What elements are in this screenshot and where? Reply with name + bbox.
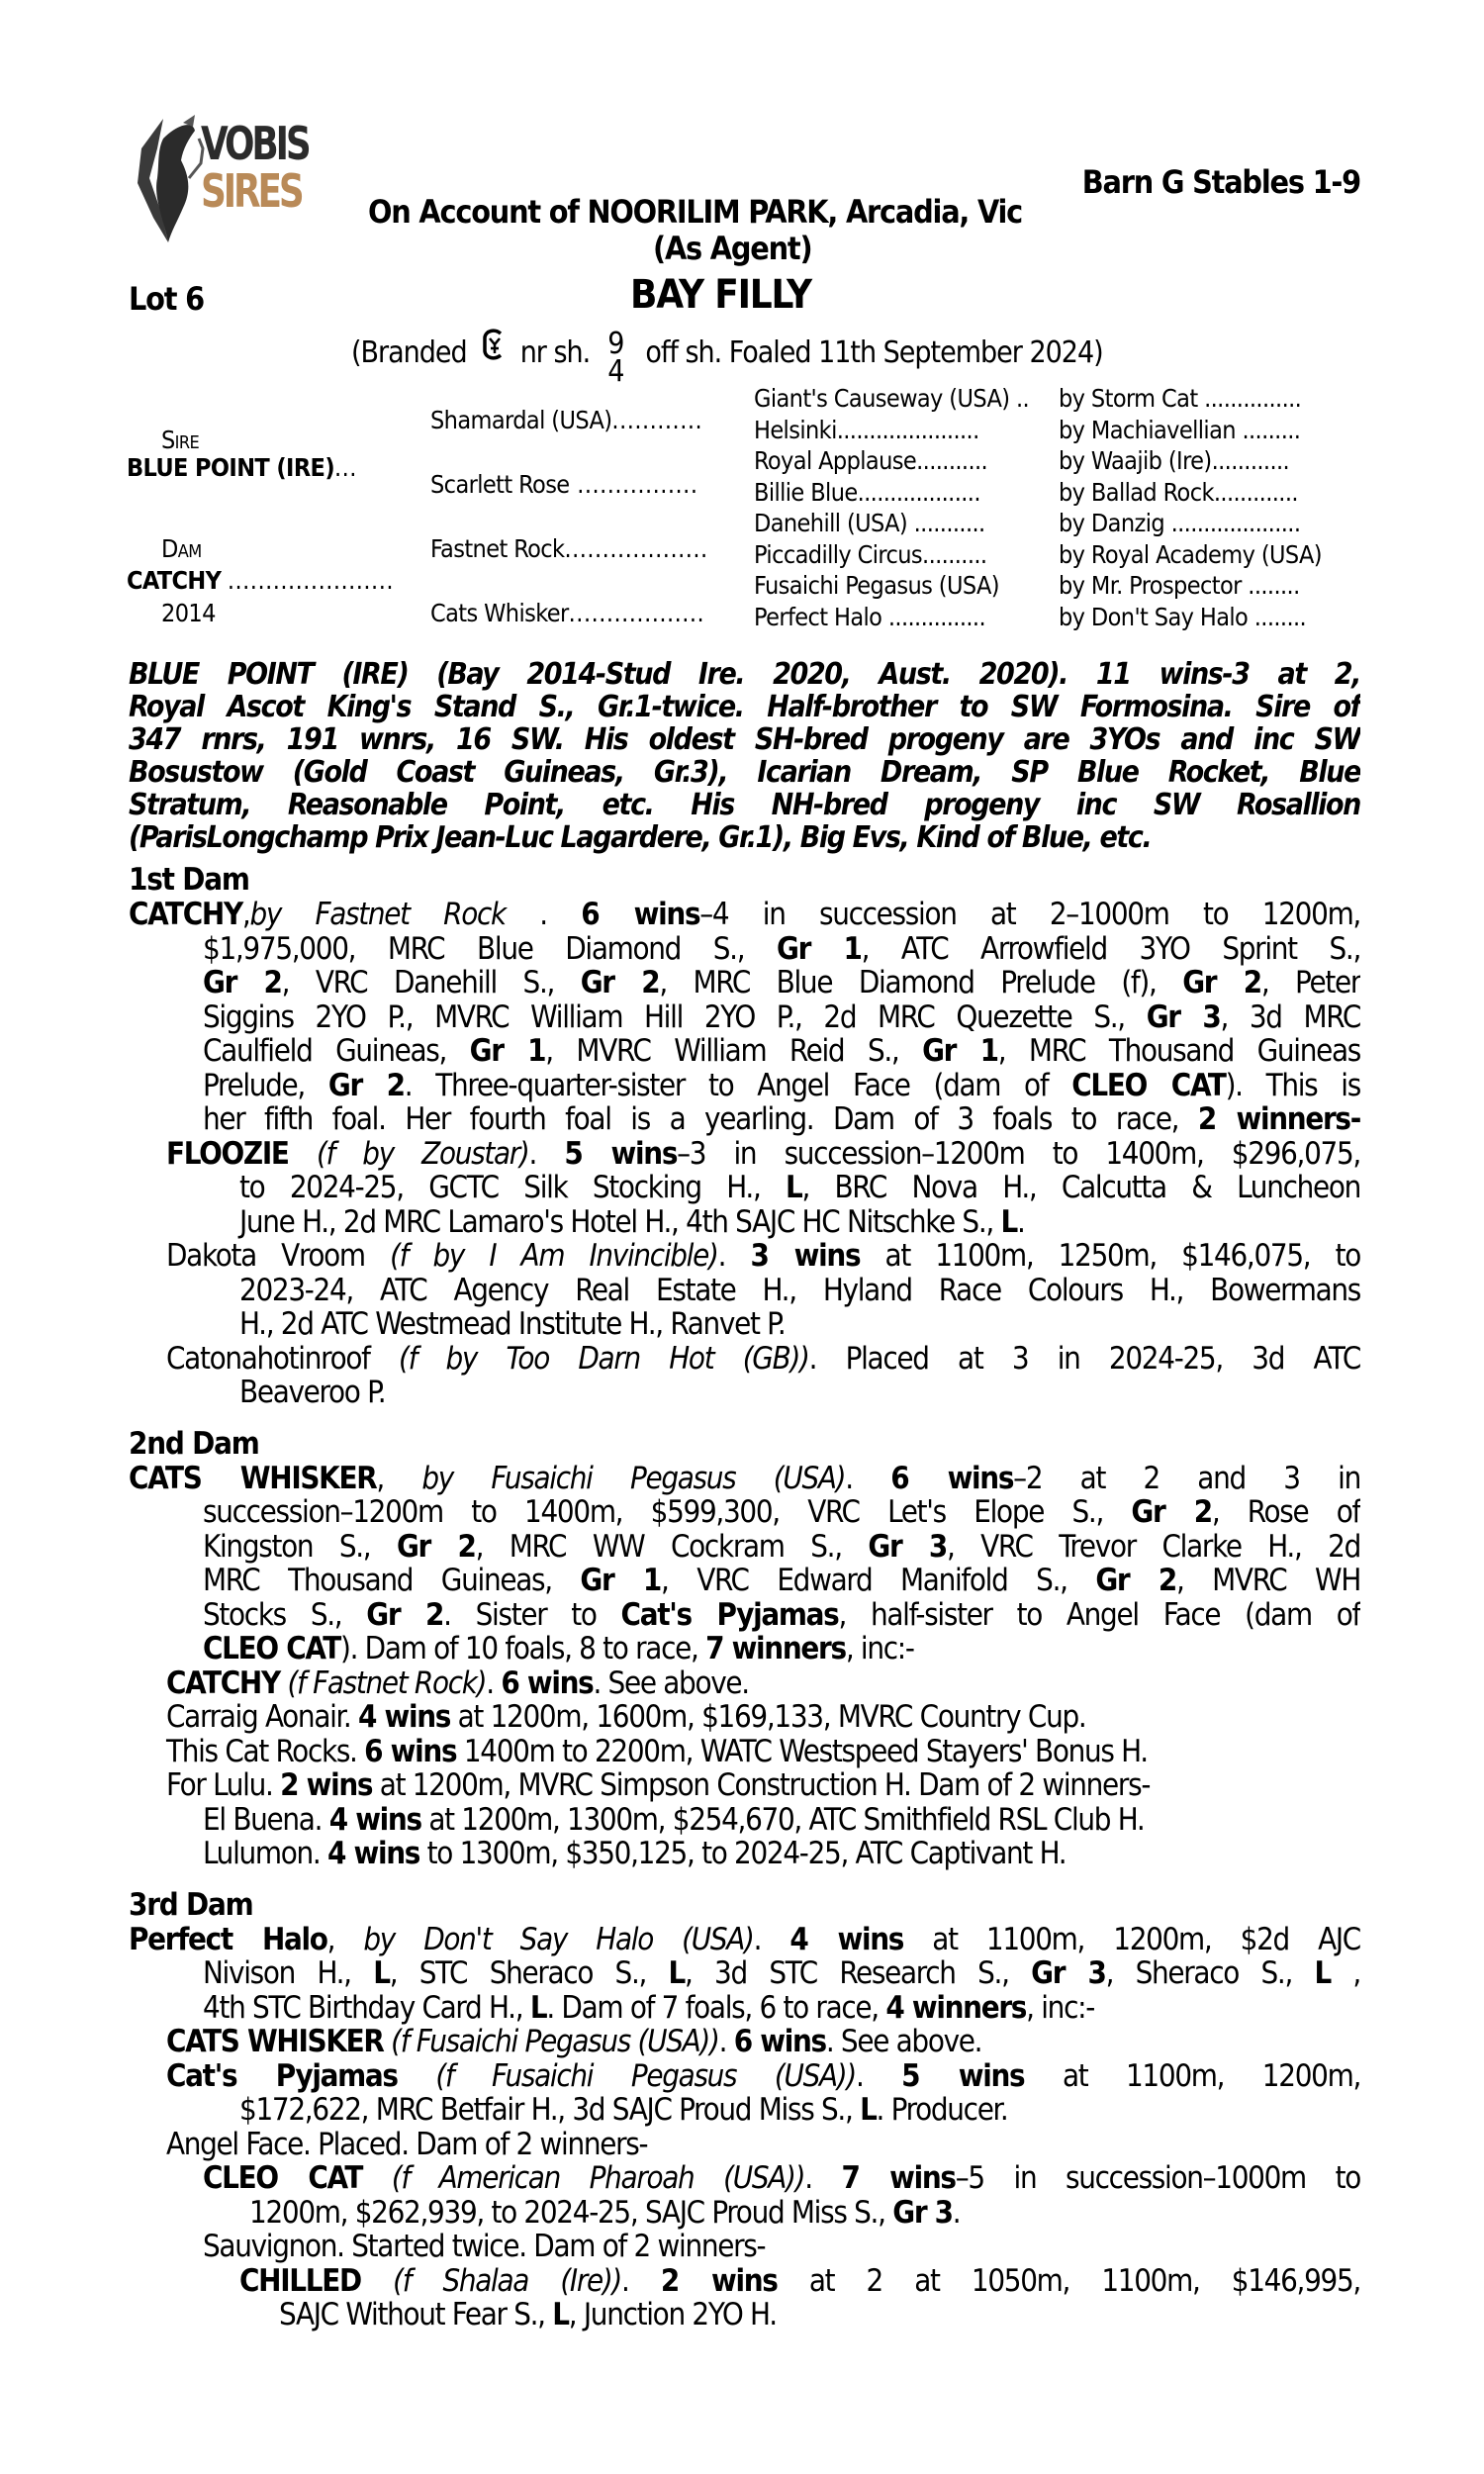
pedigree-entry-line [129,1069,1360,1103]
bold-text: 4 wins [327,1837,420,1871]
italic-text: (f American Pharoah (USA)) [391,2161,805,2196]
text: El Buena. [203,1802,329,1837]
bold-text: 7 winners [705,1632,846,1666]
gen3-ancestor: Billie Blue................... [754,477,980,507]
text: ). Dam of 10 foals, 8 to race, [339,1632,706,1666]
text: , BRC Nova H., Calcutta & Luncheon [801,1171,1360,1205]
italic-text: (f Fusaichi Pegasus (USA)) [391,2025,719,2059]
pedigree-entry-line [129,1923,1360,1957]
pedigree-entry-line [129,898,1360,932]
text: , MVRC William Reid S., [545,1034,923,1069]
bold-text: 4 wins [357,1700,451,1735]
text: Lulumon. [203,1837,328,1871]
italic-text: by Don't Say Halo (USA) [363,1922,754,1956]
bold-text: 6 wins [890,1461,1014,1495]
gen3-ancestor: Helsinki...................... [754,415,979,444]
text: , inc:- [1026,1990,1094,2025]
text: Beaveroo P. [239,1376,386,1410]
pedigree-gen2-dam-sire: Fastnet Rock................... [430,534,708,563]
gen3-ancestor-sire: by Danzig .................... [1059,509,1301,537]
brand-mark-icon [481,328,507,361]
brand-suffix-foaled: off sh. Foaled 11th September 2024) [645,334,1103,370]
text: Nivison H., [203,1956,374,1991]
sire-name: BLUE POINT (IRE)... [127,453,357,482]
bold-text: Gr 1 [469,1034,546,1069]
bold-text: CLEO CAT [203,1632,340,1666]
agent-note: (As Agent) [653,230,812,267]
text: Angel Face. Placed. Dam of 2 winners- [166,2127,648,2161]
pedigree-entry-line [129,2093,1360,2128]
text: . Dam of 7 foals, 6 to race, [546,1990,886,2025]
text: , inc:- [845,1632,914,1666]
text: . Placed at 3 in 2024-25, 3d ATC [808,1341,1360,1376]
text: , ATC Arrowfield 3YO Sprint S., [861,931,1360,966]
bold-text: 2 wins [280,1768,373,1803]
bold-text: 4 wins [789,1922,904,1956]
pedigree-entry-line [129,1632,1360,1666]
pedigree-entry-line [129,966,1360,1000]
text: Kingston S., [203,1529,397,1564]
text: at 1200m, 1600m, $169,133, MVRC Country Cup. [450,1700,1086,1735]
text: . [621,2263,661,2298]
pedigree-entry-line [129,1768,1360,1803]
bold-text: L [552,2298,569,2332]
pedigree-entry-line [129,1666,1360,1701]
text [398,2059,436,2094]
bold-text: 6 wins [733,2025,826,2059]
text: , Junction 2YO H. [568,2298,777,2332]
sire-label: Sire [161,426,200,454]
bold-text: L [1314,1956,1331,1991]
bold-text: 6 wins [501,1665,594,1700]
pedigree-entry-line [129,1376,1360,1410]
text: , [326,1922,364,1956]
text: –5 in succession–1000m to [955,2161,1360,2196]
bold-text: L [373,1956,390,1991]
text: 1200m, $262,939, to 2024-25, SAJC Proud Miss S., [249,2195,893,2230]
text: –3 in succession–1200m to 1400m, $296,075, [677,1136,1360,1171]
pedigree-entry-line [129,1274,1360,1308]
text: Siggins 2YO P., MVRC William Hill 2YO P., 2d MRC Quezette S., [203,999,1147,1034]
text: 4th STC Birthday Card H., [203,1990,530,2025]
text: This Cat Rocks. [166,1734,365,1768]
sire-summary-line: Stratum, Reasonable Point, etc. His NH-bred progeny inc SW Rosallion [129,789,1360,821]
text: at 1200m, MVRC Simpson Construction H. Dam of 2 winners- [372,1768,1151,1803]
bold-text: Gr 2 [396,1529,476,1564]
pedigree-entry-line [129,1956,1360,1991]
text: . Three-quarter-sister to Angel Face (dam of [404,1068,1072,1102]
bold-text: 5 wins [901,2058,1025,2093]
bold-text: CHILLED [239,2263,361,2298]
logo-text-sires: SIRES [201,164,302,218]
bold-text: FLOOZIE [166,1136,289,1171]
bold-text: Gr 2 [1095,1564,1176,1598]
gen3-ancestor-sire: by Machiavellian ......... [1059,415,1301,444]
dam-foaled-year: 2014 [161,599,216,627]
italic-text: (f by I Am Invincible) [390,1239,718,1274]
text: ). This is [1225,1068,1360,1102]
bold-text: L [1000,1204,1017,1239]
text: . [717,1239,751,1274]
text: , [376,1461,422,1495]
barn-location: Barn G Stables 1-9 [1081,163,1360,201]
italic-text: (f by Zoustar) [316,1136,529,1171]
bold-text: 6 wins [581,898,700,932]
text: –4 in succession at 2–1000m to 1200m, [699,898,1360,932]
sire-summary-line: (ParisLongchamp Prix Jean-Luc Lagardere, Gr.1), Big Evs, Kind of Blue, etc. [129,821,1152,854]
bold-text: Gr 2 [327,1068,405,1102]
text: , MRC Thousand Guineas [997,1034,1360,1069]
pedigree-entry-line [129,1495,1360,1530]
bold-text: 5 wins [564,1136,678,1171]
bold-text: L [529,1990,547,2025]
bold-text: Gr 2 [580,966,660,1000]
bold-text: 6 wins [364,1734,457,1768]
pedigree-entry-line [129,1342,1360,1377]
text: . [804,2161,842,2196]
pedigree-entry-line [129,1564,1360,1598]
text: $1,975,000, MRC Blue Diamond S., [203,931,777,966]
bold-text: Gr 2 [1182,966,1261,1000]
text: . Producer. [876,2093,1008,2128]
pedigree-entry-line [129,1137,1360,1172]
bold-text: Gr 2 [203,966,282,1000]
pedigree-entry-line [129,1000,1360,1035]
gen3-ancestor: Danehill (USA) ........... [754,509,985,537]
pedigree-entry-line [129,1102,1360,1137]
pedigree-entry-line [129,1205,1360,1240]
text: –2 at 2 and 3 in [1013,1461,1360,1495]
text: . [505,898,582,932]
gen3-ancestor-sire: by Mr. Prospector ........ [1059,571,1300,600]
bold-text: Gr 3 [892,2195,953,2230]
vendor-account: On Account of NOORILIM PARK, Arcadia, Vic [368,193,1023,231]
pedigree-entry-line [129,1034,1360,1069]
text: . [528,1136,565,1171]
text: , Peter [1260,966,1360,1000]
pedigree-entry-line [129,2025,1360,2059]
text [289,1137,317,1172]
dam-sections [129,862,1360,2332]
dam-name: CATCHY ...................... [127,566,394,595]
text: , STC Sheraco S., [389,1956,669,1991]
pedigree-entry-line [129,1700,1360,1735]
text: For Lulu. [166,1768,281,1803]
vobis-sires-logo [124,109,317,247]
bold-text: 4 winners [885,1990,1027,2025]
bold-text: L [668,1956,686,1991]
catalogue-body [129,658,1360,2332]
text: . [486,1665,502,1700]
text: , 3d STC Research S., [685,1956,1032,1991]
pedigree-gen2-dam-dam: Cats Whisker.................. [430,599,705,627]
pedigree-entry-line [129,1735,1360,1769]
text: Sauvignon. Started twice. Dam of 2 winners- [203,2230,766,2264]
brand-number-top: 9 [607,327,624,361]
bold-text: Gr 1 [922,1034,998,1069]
text: . [718,2025,734,2059]
italic-text: (f Fastnet Rock) [287,1665,487,1700]
brand-number-fraction [607,327,624,389]
text: , [1330,1956,1360,1991]
italic-text: (f Fusaichi Pegasus (USA)) [435,2058,856,2093]
text: , VRC Edward Manifold S., [661,1564,1096,1598]
bold-text: Cat's Pyjamas [620,1597,839,1632]
text: $172,622, MRC Betfair H., 3d SAJC Proud Miss S., [239,2093,861,2128]
gen3-ancestor-sire: by Ballad Rock............. [1059,477,1298,507]
pedigree-entry-line [129,1837,1360,1871]
text: Caulfield Guineas, [203,1034,470,1069]
pedigree-entry-line [129,2161,1360,2196]
text: . [845,1461,891,1495]
text: , 3d MRC [1220,999,1360,1034]
pedigree-entry-line [129,1991,1360,2026]
bold-text: CATCHY [166,1665,280,1700]
pedigree-gen2-sire-dam: Scarlett Rose ................ [430,470,698,499]
text: , VRC Danehill S., [281,966,581,1000]
bold-text: Gr 1 [580,1564,662,1598]
lot-number: Lot 6 [129,280,204,318]
brand-number-bottom: 4 [607,354,624,389]
bold-text: L [785,1171,802,1205]
text: , VRC Trevor Clarke H., 2d [947,1529,1360,1564]
text: , [241,898,250,932]
text: , Sheraco S., [1105,1956,1315,1991]
text: . See above. [593,1665,749,1700]
text: , MVRC WH [1175,1564,1360,1598]
brand-foaling-line [351,325,1103,389]
text: . [1016,1204,1025,1239]
text: to 2024-25, GCTC Silk Stocking H., [239,1171,786,1205]
gen3-ancestor: Perfect Halo ............... [754,602,985,631]
bold-text: 4 wins [328,1802,421,1837]
text: . [952,2195,961,2230]
bold-text: 2 winners- [1197,1102,1360,1137]
text: Stocks S., [203,1597,367,1632]
text: at 1100m, 1250m, $146,075, to [860,1239,1360,1274]
text: , half-sister to Angel Face (dam of [838,1597,1360,1632]
gen3-ancestor: Giant's Causeway (USA) .. [754,384,1030,413]
sire-summary-line: Bosustow (Gold Coast Guineas, Gr.3), Icarian Dream, SP Blue Rocket, Blue [129,756,1360,789]
pedigree-entry-line [129,1239,1360,1274]
bold-text: Gr 2 [366,1597,444,1632]
italic-text: by Fusaichi Pegasus (USA) [421,1461,846,1495]
sire-summary-line: BLUE POINT (IRE) (Bay 2014-Stud Ire. 2020, Aust. 2020). 11 wins-3 at 2, [129,658,1360,691]
gen3-ancestor-sire: by Royal Academy (USA) [1059,539,1322,569]
text: at 2 at 1050m, 1100m, $146,995, [777,2263,1360,2298]
bold-text: Gr 2 [1131,1495,1212,1530]
bold-text: CATS WHISKER [129,1461,377,1495]
bold-text: Gr 3 [1031,1956,1106,1991]
text: , Rose of [1211,1495,1360,1530]
bold-text: Cat's Pyjamas [166,2058,398,2093]
text: , MRC Blue Diamond Prelude (f), [659,966,1183,1000]
text: . [753,1922,790,1956]
text: , MRC WW Cockram S., [475,1529,869,1564]
text: at 1100m, 1200m, [1024,2058,1360,2093]
italic-text: (f Shalaa (Ire)) [393,2263,622,2298]
pedigree-entry-line [129,1803,1360,1838]
bold-text: Gr 1 [776,931,862,966]
brand-near-shoulder: nr sh. [519,334,591,370]
bold-text: 2 wins [660,2263,778,2298]
pedigree-entry-line [129,1598,1360,1633]
text: SAJC Without Fear S., [279,2298,553,2332]
horse-title: BAY FILLY [630,272,811,318]
text: H., 2d ATC Westmead Institute H., Ranvet P. [239,1307,786,1342]
pedigree-entry-line [129,1171,1360,1205]
pedigree-entry-line [129,932,1360,967]
text: 1400m to 2200m, WATC Westspeed Stayers' Bonus H. [456,1734,1148,1768]
bold-text: CATCHY [129,898,242,932]
pedigree-gen2-sire-sire: Shamardal (USA)............ [430,406,703,434]
sire-summary [129,658,1360,854]
italic-text: by Fastnet Rock [249,898,506,932]
gen3-ancestor: Royal Applause........... [754,446,988,475]
pedigree-entry-line [129,2196,1360,2231]
gen3-ancestor-sire: by Waajib (Ire)............ [1059,446,1290,475]
bold-text: Gr 3 [868,1529,947,1564]
gen3-ancestor: Fusaichi Pegasus (USA) [754,571,999,600]
bold-text: CATS WHISKER [166,2025,384,2059]
text: at 1200m, 1300m, $254,670, ATC Smithfield RSL Club H. [420,1802,1145,1837]
pedigree-entry-line [129,2298,1360,2332]
sire-summary-line: Royal Ascot King's Stand S., Gr.1-twice. Half-brother to SW Formosina. Sire of [129,691,1360,723]
bold-text: Perfect Halo [129,1922,327,1956]
gen3-ancestor-sire: by Don't Say Halo ........ [1059,602,1307,631]
gen3-ancestor: Piccadilly Circus.......... [754,539,987,569]
bold-text: Gr 3 [1146,999,1221,1034]
bold-text: CLEO CAT [203,2161,363,2196]
text: . Sister to [443,1597,621,1632]
text: at 1100m, 1200m, $2d AJC [903,1922,1360,1956]
section-heading: 2nd Dam [129,1425,259,1462]
pedigree-entry-line [129,2059,1360,2094]
text: Prelude, [203,1068,328,1102]
text: . [855,2058,902,2093]
text: June H., 2d MRC Lamaro's Hotel H., 4th SAJC HC Nitschke S., [239,1204,1001,1239]
text [361,2264,393,2299]
pedigree-entry-line [129,1530,1360,1565]
section-heading: 1st Dam [129,862,249,898]
text: her fifth foal. Her fourth foal is a yearling. Dam of 3 foals to race, [203,1102,1198,1137]
bold-text: 7 wins [841,2161,956,2196]
text: Dakota Vroom [166,1239,391,1274]
logo-text-vobis: VOBIS [201,117,309,170]
text: MRC Thousand Guineas, [203,1564,581,1598]
brand-prefix: (Branded [351,334,467,370]
text: . See above. [825,2025,982,2059]
bold-text: 3 wins [750,1239,861,1274]
pedigree-entry-line [129,2230,1360,2264]
dam-label: Dam [161,534,202,563]
bold-text: CLEO CAT [1071,1068,1226,1102]
gen3-ancestor-sire: by Storm Cat ............... [1059,384,1302,413]
text: succession–1200m to 1400m, $599,300, VRC Let's Elope S., [203,1495,1132,1530]
text [362,2161,392,2196]
pedigree-entry-line [129,2264,1360,2299]
section-heading: 3rd Dam [129,1886,253,1923]
text: Catonahotinroof [166,1341,400,1376]
text: Carraig Aonair. [166,1700,358,1735]
pedigree-entry-line [129,2128,1360,2162]
sire-summary-line: 347 rnrs, 191 wnrs, 16 SW. His oldest SH-bred progeny are 3YOs and inc SW [129,723,1360,756]
text: to 1300m, $350,125, to 2024-25, ATC Captivant H. [419,1837,1067,1871]
pedigree-entry-line [129,1462,1360,1496]
bold-text: L [860,2093,877,2128]
pedigree-entry-line [129,1307,1360,1342]
italic-text: (f by Too Darn Hot (GB)) [399,1341,809,1376]
text: 2023-24, ATC Agency Real Estate H., Hyland Race Colours H., Bowermans [239,1273,1360,1307]
